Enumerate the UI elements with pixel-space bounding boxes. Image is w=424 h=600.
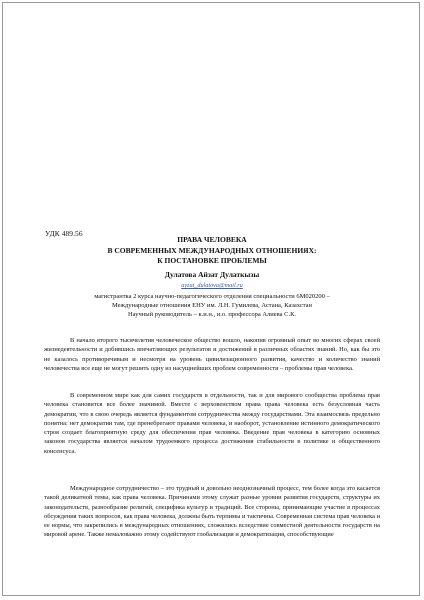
- article-title: [43, 235, 381, 267]
- author-affiliation: [43, 292, 381, 319]
- body-paragraph: Международное сотрудничество – это трудный и довольно неоднозначный процесс, тем более когда это касается такой деликатной темы, как права человека. Причинами этому служат разные уровни развития государств, структуры их законодательств, разнообразие религий, специфика культур и традиций. Все стороны, принимающие участие в процессах обсуждения таких вопросов, как права человека, должны быть терпимы и тактичны. Современная система прав человека и ее нормы, что закрепились в международных отношениях, сложились вследствие совместной деятельности государств на мировой арене. Также немаловажно этому содействуют глобализация и демократизация, способствующие: [44, 485, 381, 539]
- udk-code: УДК 489.56: [45, 229, 83, 238]
- body-paragraph: В современном мире как для самих государств в отдельности, так и для мирового сообщества проблема прав человека становится все более значимой. Вместе с верховенством права права человека есть безусловная часть демократии, что в свою очередь является фундаментом сотрудничества между государствами. Эта взаимосвязь предельно понятна: нет демократии там, где пренебрегают правами человека, и наоборот, установление истинного демократического строя создает благоприятную среду для обеспечения прав человека. Введение прав человека в категорию основных законов государства является началом трудоемкого процесса достижения стабильности в политике и общественного консенсуса.: [44, 392, 380, 455]
- affiliation-line: магистрантка 2 курса научно-педагогического отделения специальности 6М020200 –: [94, 293, 330, 300]
- author-email-link[interactable]: ayzat_dulatova@mail.ru: [181, 282, 243, 289]
- affiliation-line: Научный руководитель – к.и.н., и.о. профессора Алиева С.К.: [127, 311, 297, 318]
- author-name: Дулатова Айзат Дулаткызы: [164, 270, 260, 279]
- title-line: В СОВРЕМЕННЫХ МЕЖДУНАРОДНЫХ ОТНОШЕНИЯХ:: [107, 245, 317, 255]
- affiliation-line: Международные отношения ЕНУ им. Л.Н. Гумилева, Астана, Казахстан: [111, 302, 313, 309]
- title-line: К ПОСТАНОВКЕ ПРОБЛЕМЫ: [157, 256, 267, 266]
- body-paragraph: В начало второго тысячелетия человеческое общество вошло, накопив огромный опыт во многих сферах своей жизнедеятельности и добившись впечатляющих результатов и достижений в различных областях знаний. Но, как бы это не казалось противоречивым и несмотря на уровень цивилизационного развития, качество и количество знаний человечества все еще не могут решить одну из насущнейших проблем современности – проблемы прав человека.: [44, 337, 380, 372]
- title-line: ПРАВА ЧЕЛОВЕКА: [177, 235, 247, 244]
- document-page: [2, 2, 420, 596]
